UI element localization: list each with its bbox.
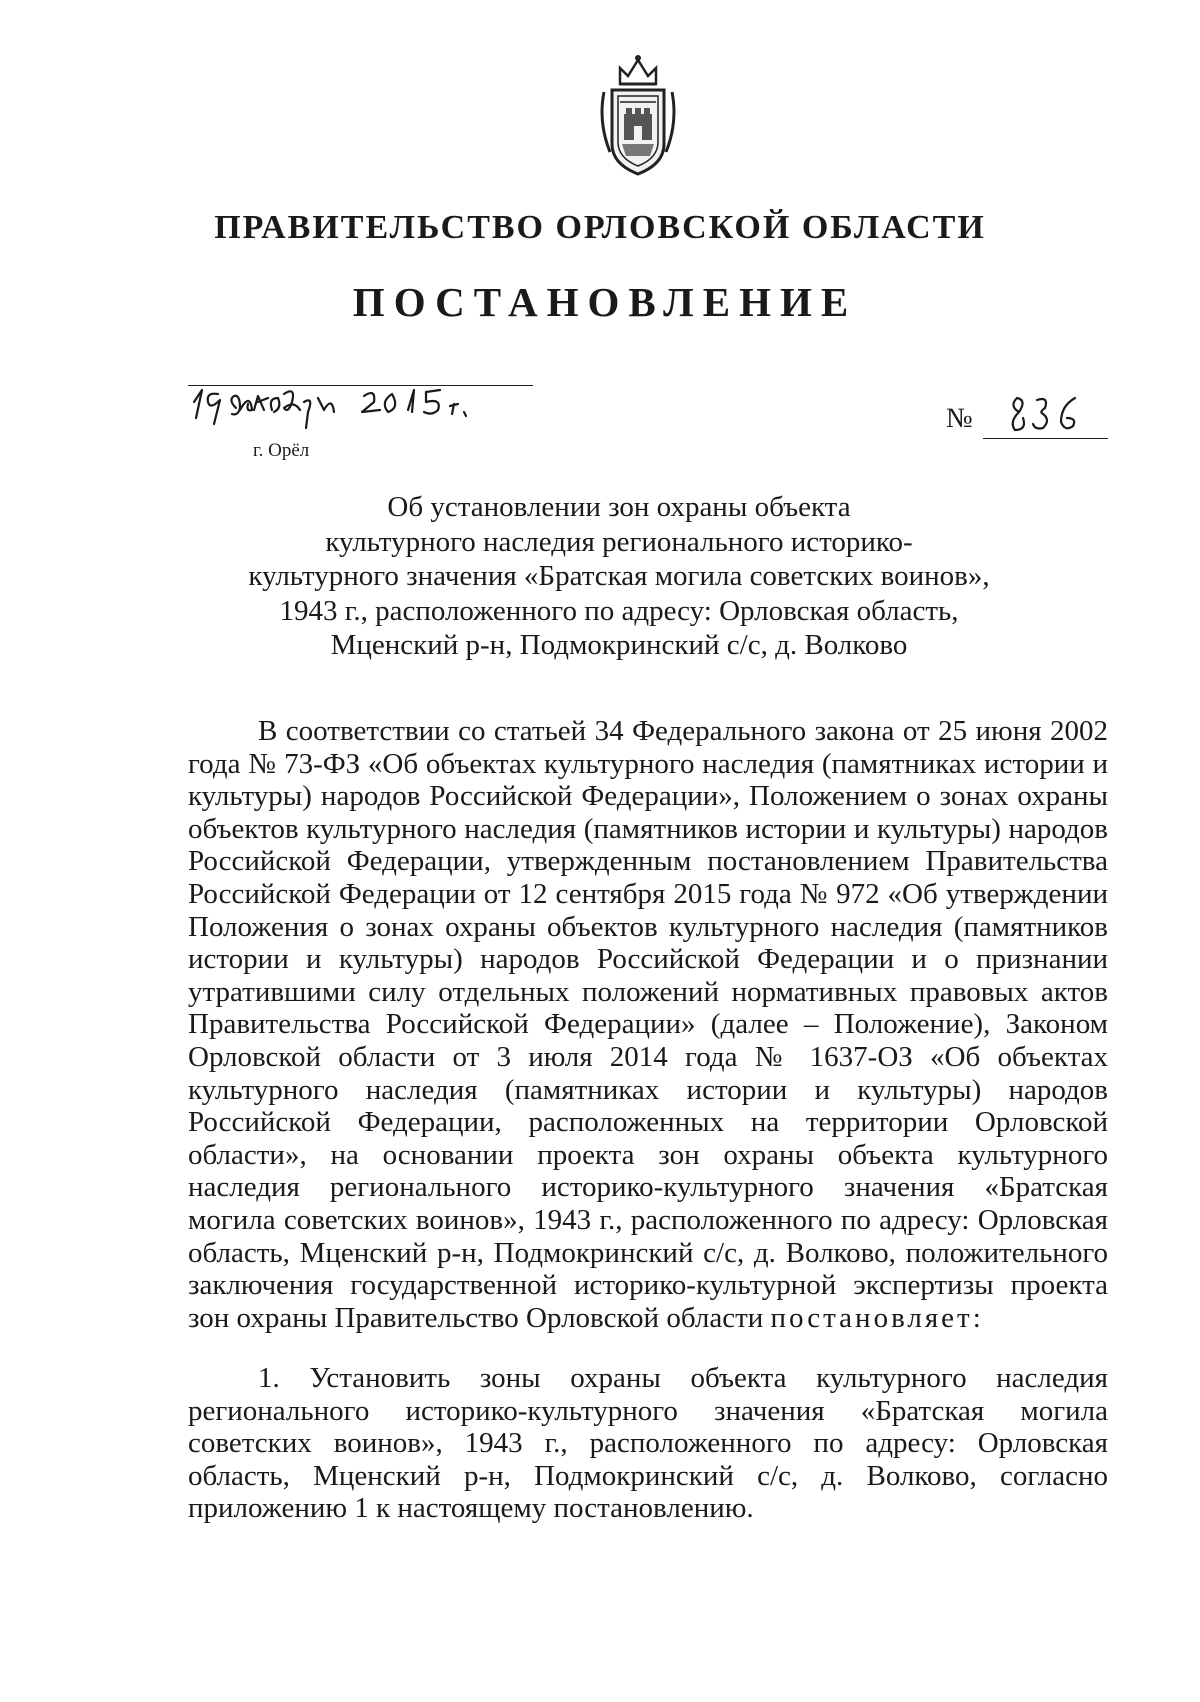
coat-of-arms-icon (590, 52, 686, 180)
document-type-title: ПОСТАНОВЛЕНИЕ (352, 279, 858, 325)
number-value (1010, 400, 1012, 401)
number-label: № (946, 403, 973, 434)
date-underline (188, 385, 533, 386)
date-value (190, 388, 530, 389)
document-subject: Об установлении зон охраны объекта культурного наследия регионального историко- культурного значения «Братская могила советских воинов», 1943 г., расположенного по адресу: Орловская область, Мценский р-н, Подмокринский с/с, д. Волково (248, 491, 990, 661)
handwritten-date (188, 382, 538, 442)
item-1-paragraph: 1. Установить зоны охраны объекта культурного наследия регионального историко-культурного значения «Братская могила советских воинов», 1943 г., расположенного по адресу: Орловская область, Мценский р-н, Подмокринский с/с, д. Волково, согласно приложению 1 к настоящему постановлению. (188, 1362, 1108, 1525)
preamble-paragraph (188, 715, 1108, 1334)
organization-title: ПРАВИТЕЛЬСТВО ОРЛОВСКОЙ ОБЛАСТИ (214, 209, 986, 246)
preamble-text: В соответствии со статьей 34 Федерального закона от 25 июня 2002 года № 73-ФЗ «Об объектах культурного наследия (памятниках истории и культуры) народов Российской Федерации», Положением о зонах охраны объектов культурного наследия (памятников истории и культуры) народов Российской Федерации, утвержденным постановлением Правительства Российской Федерации от 12 сентября 2015 года № 972 «Об утверждении Положения о зонах охраны объектов культурного наследия (памятников истории и культуры) народов Российской Федерации и о признании утратившими силу отдельных положений нормативных правовых актов Правительства Российской Федерации» (далее – Положение), Законом Орловской области от 3 июля 2014 года № 1637-ОЗ «Об объектах культурного наследия (памятниках истории и культуры) народов Российской Федерации, расположенных на территории Орловской области», на основании проекта зон охраны объекта культурного наследия регионального историко-культурного значения «Братская могила советских воинов», 1943 г., расположенного по адресу: Орловская область, Мценский р-н, Подмокринский с/с, д. Волково, положительного заключения государственной историко-культурной экспертизы проекта зон охраны Правительство Орловской области (188, 715, 1108, 1334)
number-underline (983, 438, 1108, 439)
city: г. Орёл (253, 440, 310, 461)
handwritten-number (1005, 390, 1095, 440)
decree-word: постановляет: (770, 1301, 984, 1334)
